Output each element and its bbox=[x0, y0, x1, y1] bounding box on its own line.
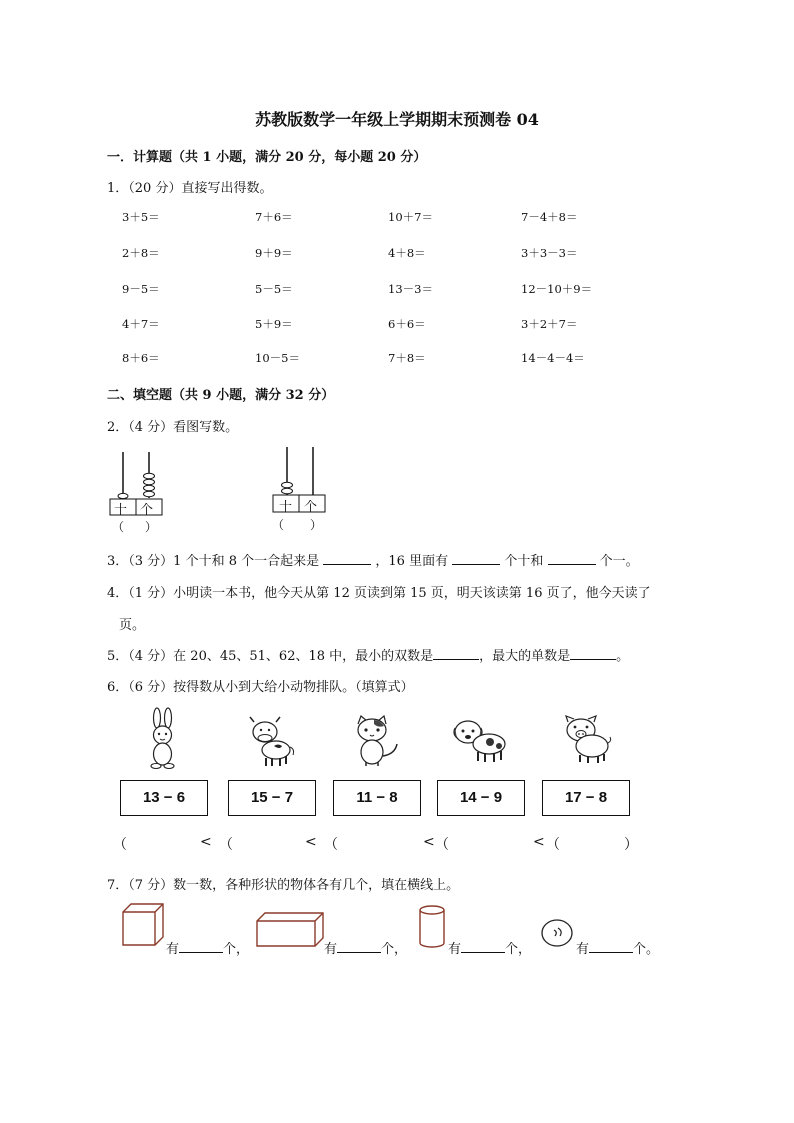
calc-problem: 5＋9＝ bbox=[255, 317, 293, 331]
compare-paren-open: （ bbox=[435, 837, 449, 853]
abacus-1-tens-label: 十 bbox=[114, 503, 128, 518]
compare-lt: < bbox=[533, 834, 545, 850]
calc-problem: 6＋6＝ bbox=[388, 317, 426, 331]
answer-blank[interactable] bbox=[433, 646, 479, 660]
abacus-1-paren-open: （ bbox=[112, 520, 125, 534]
expression-box-cow: 15 − 7 bbox=[228, 780, 316, 816]
page-title: 苏教版数学一年级上学期期末预测卷 04 bbox=[255, 110, 539, 129]
calc-problem: 7－4＋8＝ bbox=[521, 210, 578, 224]
question-7: 7．（7 分）数一数，各种形状的物体各有几个，填在横线上。 bbox=[107, 878, 460, 893]
calc-problem: 9－5＝ bbox=[122, 282, 160, 296]
cuboid-icon bbox=[256, 912, 324, 948]
question-6: 6．（6 分）按得数从小到大给小动物排队。（填算式） bbox=[107, 680, 414, 695]
answer-blank[interactable] bbox=[452, 551, 500, 565]
calc-problem: 7＋6＝ bbox=[255, 210, 293, 224]
expression-box-cat: 11 − 8 bbox=[333, 780, 421, 816]
calc-problem: 2＋8＝ bbox=[122, 246, 160, 260]
question-3: 3．（3 分）1 个十和 8 个一合起来是 ，16 里面有 个十和 个一。 bbox=[107, 550, 639, 569]
question-2: 2．（4 分）看图写数。 bbox=[107, 420, 239, 435]
shape-cuboid-answer: 有 个， bbox=[324, 938, 407, 957]
question-1: 1．（20 分）直接写出得数。 bbox=[107, 181, 273, 196]
shape-ball-answer: 有 个。 bbox=[576, 938, 659, 957]
question-4-line-2: 页。 bbox=[119, 618, 146, 633]
rabbit-icon bbox=[140, 708, 185, 770]
shape-cylinder-answer: 有 个， bbox=[448, 938, 531, 957]
expression-box-pig: 17 − 8 bbox=[542, 780, 630, 816]
shape-cube-answer: 有 个， bbox=[166, 938, 249, 957]
compare-lt: < bbox=[305, 834, 317, 850]
abacus-2-paren-close: ） bbox=[310, 518, 323, 532]
calc-problem: 10－5＝ bbox=[255, 351, 300, 365]
abacus-1-ones-label: 个 bbox=[140, 503, 154, 518]
cat-icon bbox=[352, 716, 400, 768]
expression-box-dog: 14 − 9 bbox=[437, 780, 525, 816]
compare-lt: < bbox=[423, 834, 435, 850]
answer-blank[interactable] bbox=[548, 551, 596, 565]
question-5: 5．（4 分）在 20、45、51、62、18 中，最小的双数是 ，最大的单数是 。 bbox=[107, 645, 629, 664]
compare-paren-open: （ bbox=[113, 837, 127, 853]
calc-problem: 7＋8＝ bbox=[388, 351, 426, 365]
cube-icon bbox=[122, 903, 164, 947]
calc-problem: 9＋9＝ bbox=[255, 246, 293, 260]
cow-icon bbox=[246, 716, 296, 768]
calc-problem: 3＋3－3＝ bbox=[521, 246, 578, 260]
answer-blank[interactable] bbox=[323, 551, 371, 565]
answer-blank[interactable] bbox=[337, 939, 381, 953]
calc-problem: 12－10＋9＝ bbox=[521, 282, 593, 296]
expression-box-rabbit: 13 − 6 bbox=[120, 780, 208, 816]
compare-paren-open: （ bbox=[219, 837, 233, 853]
calc-problem: 10＋7＝ bbox=[388, 210, 433, 224]
calc-problem: 13－3＝ bbox=[388, 282, 433, 296]
cylinder-icon bbox=[418, 905, 446, 949]
answer-blank[interactable] bbox=[461, 939, 505, 953]
abacus-2-paren-open: （ bbox=[272, 518, 285, 532]
ball-icon bbox=[540, 918, 574, 948]
calc-problem: 8＋6＝ bbox=[122, 351, 160, 365]
calc-problem: 3＋2＋7＝ bbox=[521, 317, 578, 331]
calc-problem: 4＋7＝ bbox=[122, 317, 160, 331]
compare-paren-open: （ bbox=[546, 837, 560, 853]
section-1-heading: 一．计算题（共 1 小题，满分 20 分，每小题 20 分） bbox=[107, 150, 427, 165]
answer-blank[interactable] bbox=[570, 646, 616, 660]
calc-problem: 5－5＝ bbox=[255, 282, 293, 296]
calc-problem: 3＋5＝ bbox=[122, 210, 160, 224]
calc-problem: 4＋8＝ bbox=[388, 246, 426, 260]
section-2-heading: 二、填空题（共 9 小题，满分 32 分） bbox=[107, 388, 335, 403]
pig-icon bbox=[562, 716, 612, 764]
compare-lt: < bbox=[200, 834, 212, 850]
abacus-2-ones-label: 个 bbox=[304, 500, 318, 515]
abacus-1-paren-close: ） bbox=[145, 520, 158, 534]
compare-paren-open: （ bbox=[324, 837, 338, 853]
abacus-2-tens-label: 十 bbox=[279, 500, 293, 515]
calc-problem: 14－4－4＝ bbox=[521, 351, 585, 365]
dog-icon bbox=[452, 716, 508, 764]
answer-blank[interactable] bbox=[179, 939, 223, 953]
compare-paren-close: ） bbox=[624, 837, 638, 853]
question-4-line-1: 4．（1 分）小明读一本书，他今天从第 12 页读到第 15 页，明天该读第 16 页了，他今天读了 bbox=[107, 586, 651, 601]
answer-blank[interactable] bbox=[589, 939, 633, 953]
